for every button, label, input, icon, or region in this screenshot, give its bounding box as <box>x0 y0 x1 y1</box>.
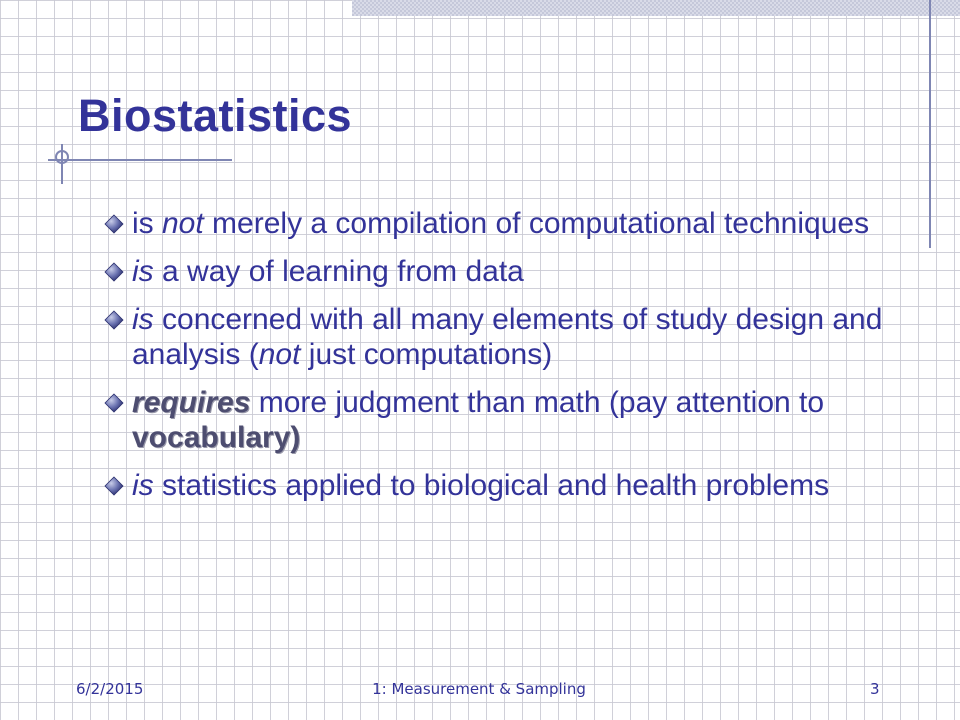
bullet-text: just computations) <box>300 338 553 371</box>
diamond-bullet-icon <box>104 262 124 282</box>
bullet-text: is <box>132 255 154 288</box>
bullet-text: statistics applied to biological and health problems <box>153 469 830 502</box>
bullet-item <box>104 468 904 503</box>
diamond-bullet-icon <box>104 393 124 413</box>
bullet-text: vocabulary) <box>132 421 301 454</box>
bullet-text: not <box>258 338 301 371</box>
bullet-text: merely a compilation of computational techniques <box>203 207 870 240</box>
bullet-list <box>104 206 904 516</box>
bullet-item <box>104 385 904 455</box>
diamond-bullet-icon <box>104 476 124 496</box>
bullet-text: is <box>132 469 154 502</box>
bullet-item <box>104 254 904 289</box>
top-decorative-bar <box>352 0 960 16</box>
footer-date: 6/2/2015 <box>76 680 144 698</box>
diamond-bullet-icon <box>104 214 124 234</box>
bullet-text: more judgment than math (pay attention to <box>250 386 825 419</box>
title-underline <box>48 159 232 161</box>
bullet-item <box>104 302 904 372</box>
footer-title: 1: Measurement & Sampling <box>372 680 586 698</box>
bullet-item <box>104 206 904 241</box>
bullet-text: is <box>132 207 162 240</box>
right-accent-line <box>929 0 931 248</box>
diamond-bullet-icon <box>104 310 124 330</box>
title-ring-decoration <box>55 150 69 164</box>
bullet-text: concerned with all many elements of study design and analysis ( <box>132 303 883 371</box>
bullet-text: not <box>162 207 204 240</box>
page-number: 3 <box>870 680 880 698</box>
bullet-text: requires <box>132 386 251 419</box>
slide-title: Biostatistics <box>78 90 353 141</box>
bullet-text: a way of learning from data <box>153 255 524 288</box>
bullet-text: is <box>132 303 154 336</box>
